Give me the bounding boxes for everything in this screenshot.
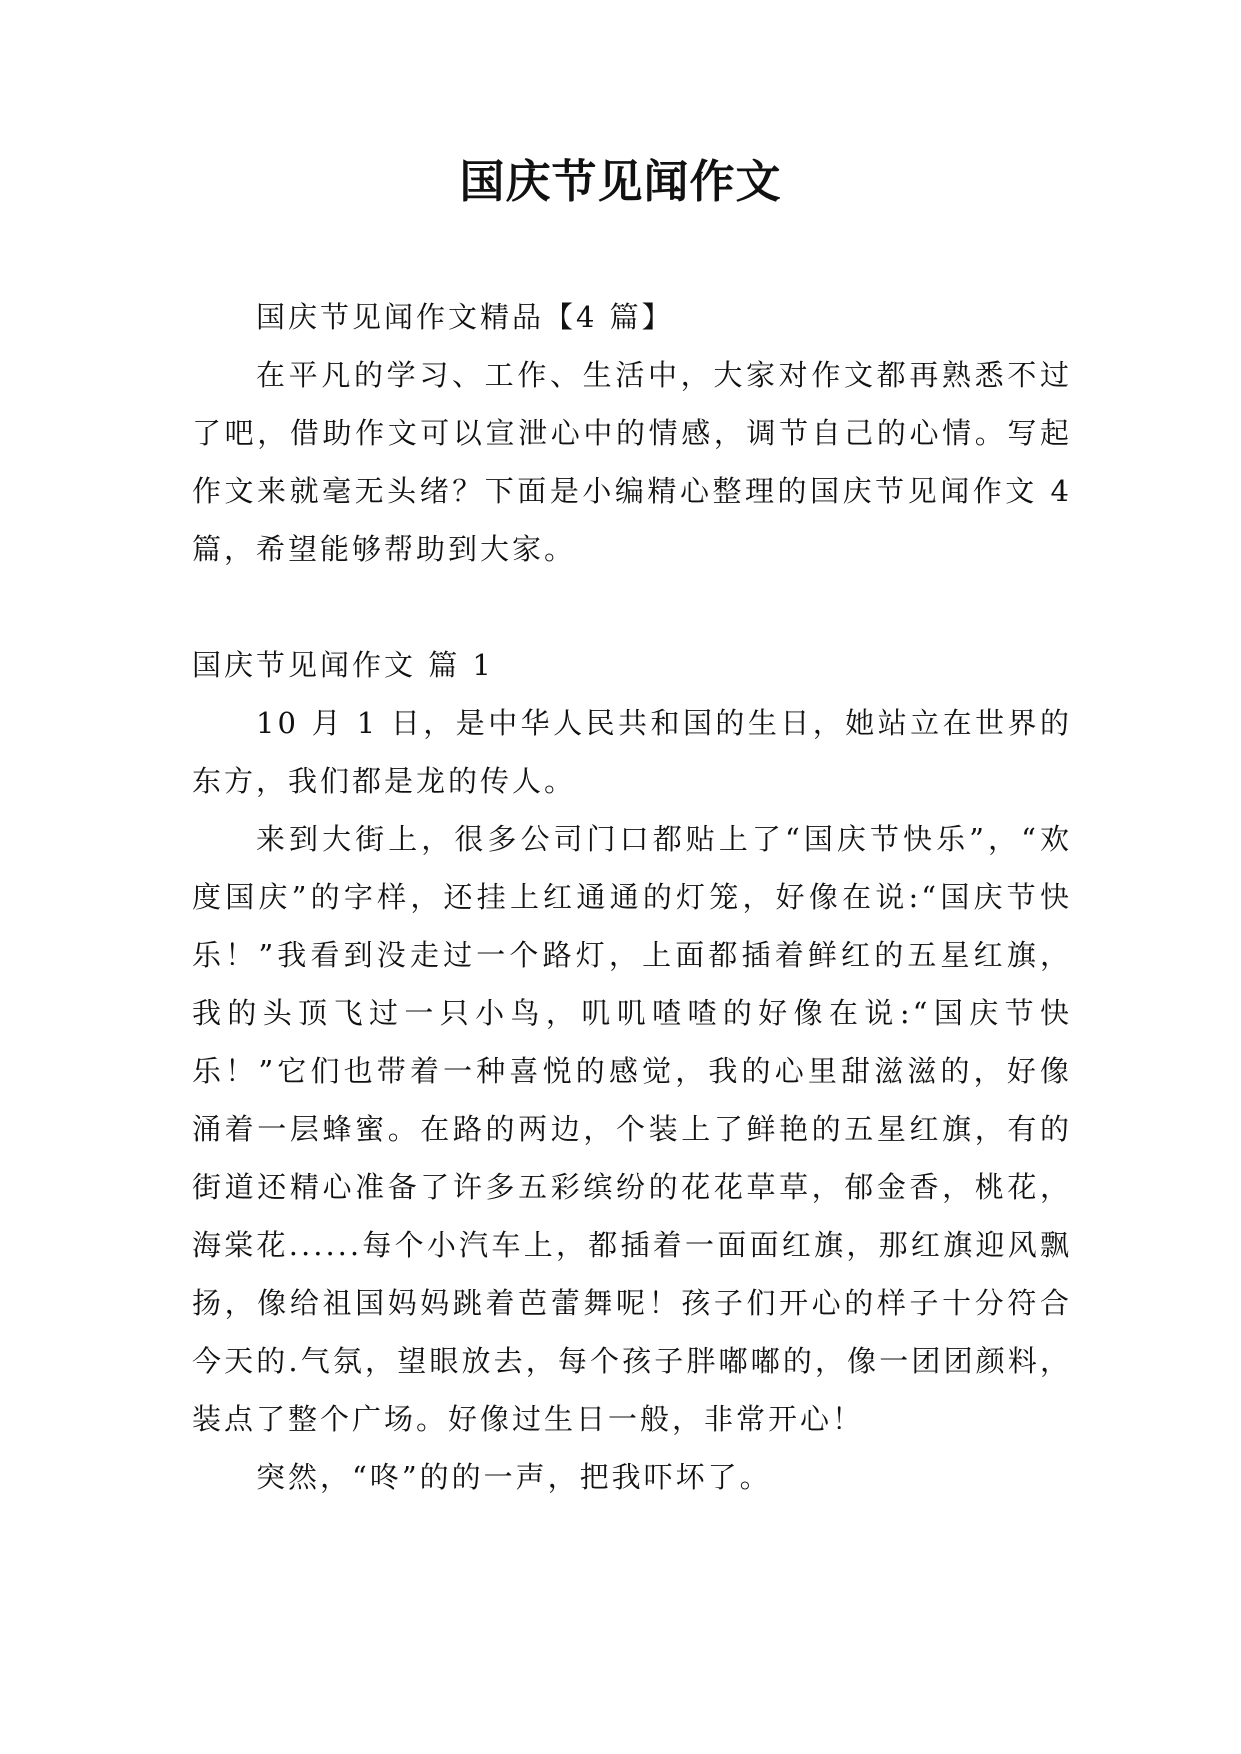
document-body [192, 288, 1072, 1506]
body-paragraph-2: 来到大街上，很多公司门口都贴上了“国庆节快乐”，“欢度国庆”的字样，还挂上红通通的灯笼，好像在说:“国庆节快乐！”我看到没走过一个路灯，上面都插着鲜红的五星红旗，我的头顶飞过一只小鸟，叽叽喳喳的好像在说:“国庆节快乐！”它们也带着一种喜悦的感觉，我的心里甜滋滋的，好像涌着一层蜂蜜。在路的两边，个装上了鲜艳的五星红旗，有的街道还精心准备了许多五彩缤纷的花花草草，郁金香，桃花，海棠花......每个小汽车上，都插着一面面红旗，那红旗迎风飘扬，像给祖国妈妈跳着芭蕾舞呢！孩子们开心的样子十分符合今天的.气氛，望眼放去，每个孩子胖嘟嘟的，像一团团颜料，装点了整个广场。好像过生日一般，非常开心！ [192, 822, 1072, 1436]
document-subtitle: 国庆节见闻作文精品【4 篇】 [256, 300, 674, 334]
section-heading: 国庆节见闻作文 篇 1 [192, 648, 494, 682]
body-paragraph-1: 10 月 1 日，是中华人民共和国的生日，她站立在世界的东方，我们都是龙的传人。 [192, 706, 1072, 798]
body-paragraph-3: 突然，“咚”的的一声，把我吓坏了。 [256, 1460, 772, 1494]
document-title: 国庆节见闻作文 [459, 155, 782, 208]
intro-paragraph: 在平凡的学习、工作、生活中，大家对作文都再熟悉不过了吧，借助作文可以宣泄心中的情感，调节自己的心情。写起作文来就毫无头绪？下面是小编精心整理的国庆节见闻作文 4 篇，希望能够帮助到大家。 [192, 358, 1072, 566]
